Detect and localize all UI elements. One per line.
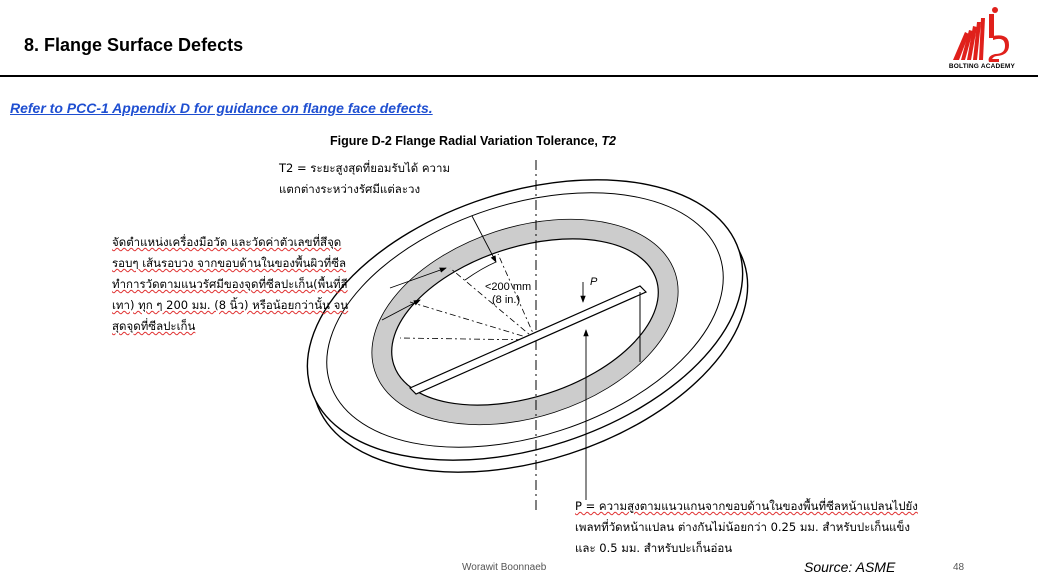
logo-text: BOLTING ACADEMY [948, 63, 1016, 70]
footer-source: Source: ASME [804, 559, 896, 575]
measurement-procedure-note: จัดตำแหน่งเครื่องมือวัด และวัดค่าตัวเลขที่สึจุด รอบๆ เส้นรอบวง จากขอบด้านในของพื้นผิวที่ซีล ทำการวัดตามแนวรัศมีของจุดที่ซีลปะเก็น(พื้นที่สี เทา) ทุก ๆ 200 มม. (8 นิ้ว) หรือน้อยกว่านั้น จน สุดจุดที่ซีลปะเก็น [112, 235, 349, 333]
label-200mm: <200 mm [485, 281, 532, 293]
p-note: P = ความสูงตามแนวแกนจากขอบด้านในของพื้นที่ซีลหน้าแปลนไปยัง เพลทที่วัดหน้าแปลน ต่างกันไม่น้อยกว่า 0.25 มม. สำหรับปะเก็นแข็ง และ 0.5 มม. สำหรับปะเก็นอ่อน [575, 499, 918, 555]
reference-link[interactable]: Refer to PCC-1 Appendix D for guidance on flange face defects. [10, 100, 433, 116]
t2-note: T2 = ระยะสูงสุดที่ยอมรับได้ ความ แตกต่างระหว่างรัศมีแต่ละวง [279, 161, 451, 196]
footer-author: Worawit Boonnaeb [462, 562, 547, 573]
label-8in: (8 in.) [492, 294, 521, 306]
label-p: P [590, 276, 598, 288]
slide-title: 8. Flange Surface Defects [24, 35, 244, 55]
figure-title: Figure D-2 Flange Radial Variation Tolerance, T2 [330, 134, 616, 148]
header-divider [0, 75, 1038, 77]
page-number: 48 [953, 562, 965, 573]
